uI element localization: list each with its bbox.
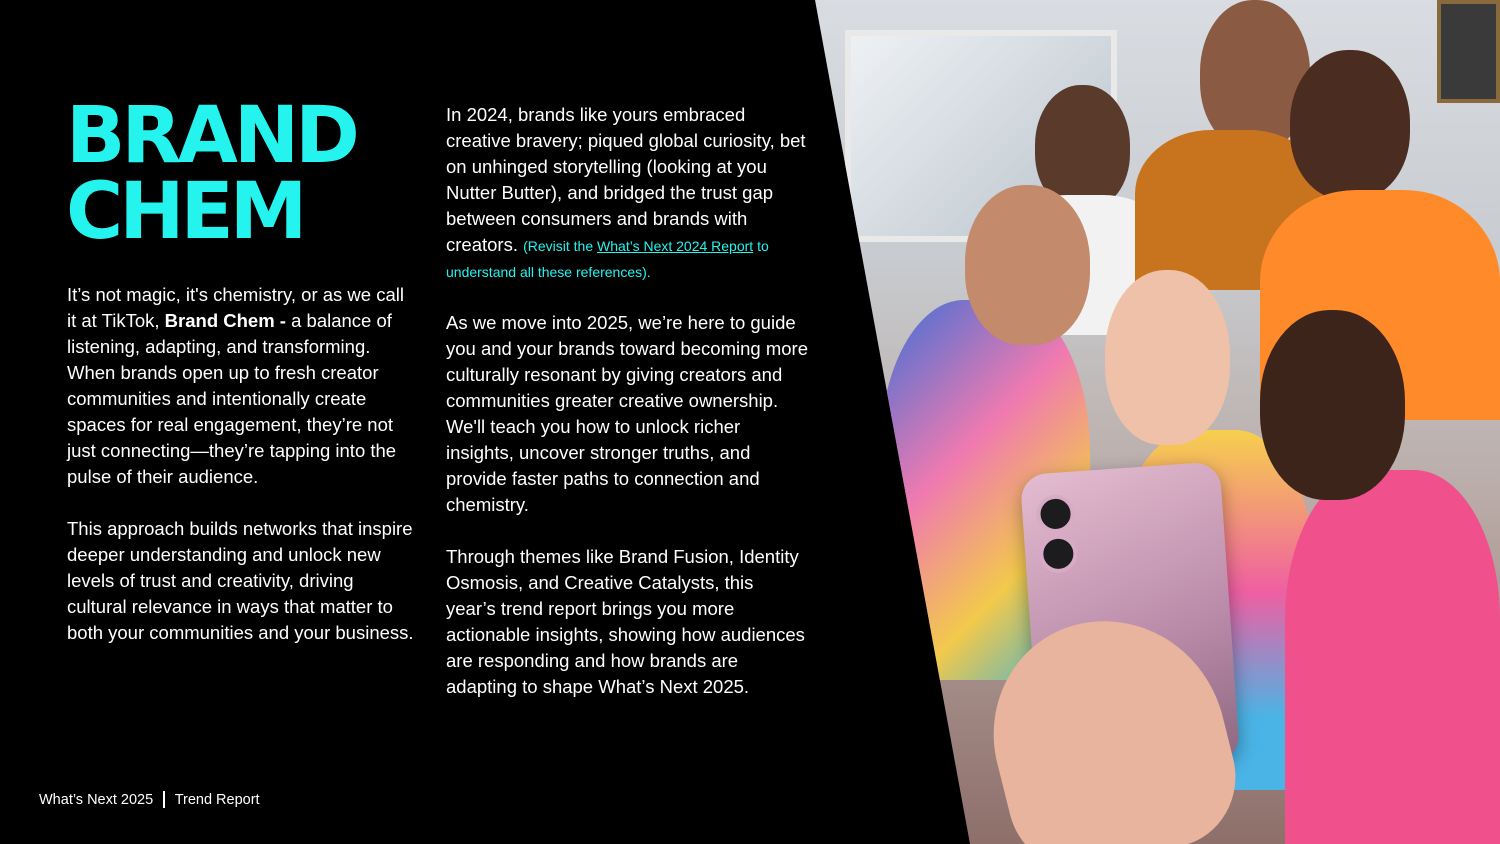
intro-text-a: It’s not magic, it's chemistry, or as we call it at TikTok, <box>67 284 404 331</box>
page-title <box>66 91 356 257</box>
revisit-suffix: to understand all these references). <box>446 238 769 280</box>
footer-divider <box>163 791 165 808</box>
title-line-2: CHEM <box>66 167 304 257</box>
brand-chem-term: Brand Chem - <box>164 310 286 331</box>
recap-paragraph <box>446 102 808 284</box>
intro-text-b: a balance of listening, adapting, and transforming. When brands open up to fresh creator communities and intentionally create spaces for real engagement, they’re not just connecting—they’re tapping into the pulse of their audience. <box>67 310 397 487</box>
photo-person-front-right <box>1260 310 1405 500</box>
guide-paragraph: As we move into 2025, we’re here to guide you and your brands toward becoming more culturally resonant by giving creators and communities greater creative ownership. We'll teach you how to unlock richer insights, uncover stronger truths, and provide faster paths to connection and chemistry. <box>446 312 808 515</box>
whats-next-2024-link[interactable]: What’s Next 2024 Report <box>597 238 754 254</box>
left-column <box>67 282 417 646</box>
themes-paragraph: Through themes like Brand Fusion, Identity Osmosis, and Creative Catalysts, this year’s trend report brings you more actionable insights, showing how audiences are responding and how brands are adapting to shape What’s Next 2025. <box>446 546 805 697</box>
group-selfie-photo <box>815 0 1500 844</box>
photo-wall-frame <box>1437 0 1500 103</box>
approach-paragraph: This approach builds networks that inspire deeper understanding and unlock new levels of trust and creativity, driving cultural relevance in ways that matter to both your communities and your business. <box>67 518 414 643</box>
recap-text: In 2024, brands like yours embraced creative bravery; piqued global curiosity, bet on unhinged storytelling (looking at you Nutter Butter), and bridged the trust gap between consumers and brands with creators. <box>446 104 806 255</box>
footer-report-name: What’s Next 2025 <box>39 791 154 808</box>
title-line-1: BRAND <box>66 91 356 181</box>
footer <box>39 791 260 808</box>
footer-report-type: Trend Report <box>174 791 260 808</box>
intro-paragraph <box>67 282 417 490</box>
photo-person-back-right <box>1290 50 1410 200</box>
photo-person-front-center <box>1105 270 1230 445</box>
revisit-prefix: (Revisit the <box>523 238 598 254</box>
right-column <box>446 102 808 700</box>
photo-person-front-left <box>965 185 1090 345</box>
